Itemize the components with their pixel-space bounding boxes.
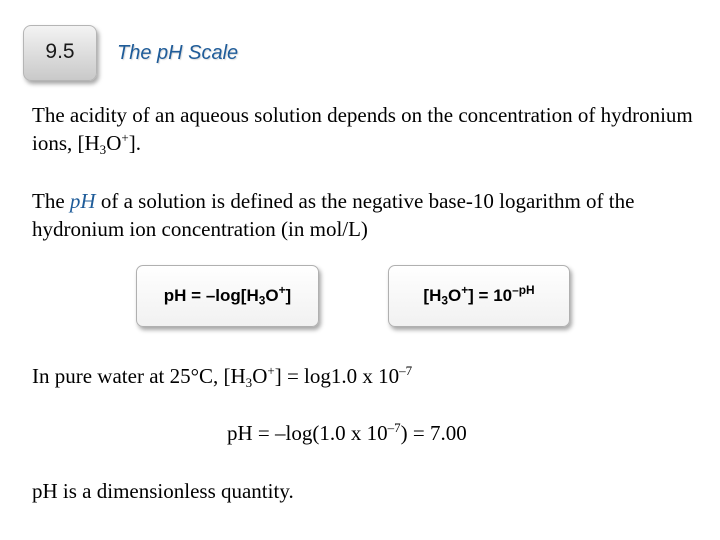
- formula-hydronium-box: [388, 265, 570, 327]
- formula-ph-box: [136, 265, 319, 327]
- section-number-badge: [23, 25, 97, 81]
- section-number: 9.5: [45, 40, 75, 63]
- formula-hydronium: $[H_3O^+] = 10^{-pH}$: [423, 282, 535, 308]
- paragraph-acidity: The acidity of an aqueous solution depends on the concentration of hydronium ions, $[H_3O^+]$.: [32, 103, 693, 157]
- page-title: The pH Scale: [117, 42, 239, 64]
- line-pure-water: In pure water at 25°C, $[H_3O^+] = \log 1.0$ x $10^{-7}$: [32, 363, 413, 390]
- ph-term: pH: [69, 189, 96, 213]
- formula-ph: pH = $-\log[H_3O^+]$: [163, 282, 292, 308]
- paragraph-ph-definition: The pH of a solution is defined as the negative base-10 logarithm of the hydronium ion concentration (in mol/L): [32, 189, 635, 241]
- line-dimensionless: pH is a dimensionless quantity.: [32, 479, 294, 503]
- line-ph-calculation: pH = –log(1.0 x $10^{-7}) = 7.00$: [227, 420, 467, 445]
